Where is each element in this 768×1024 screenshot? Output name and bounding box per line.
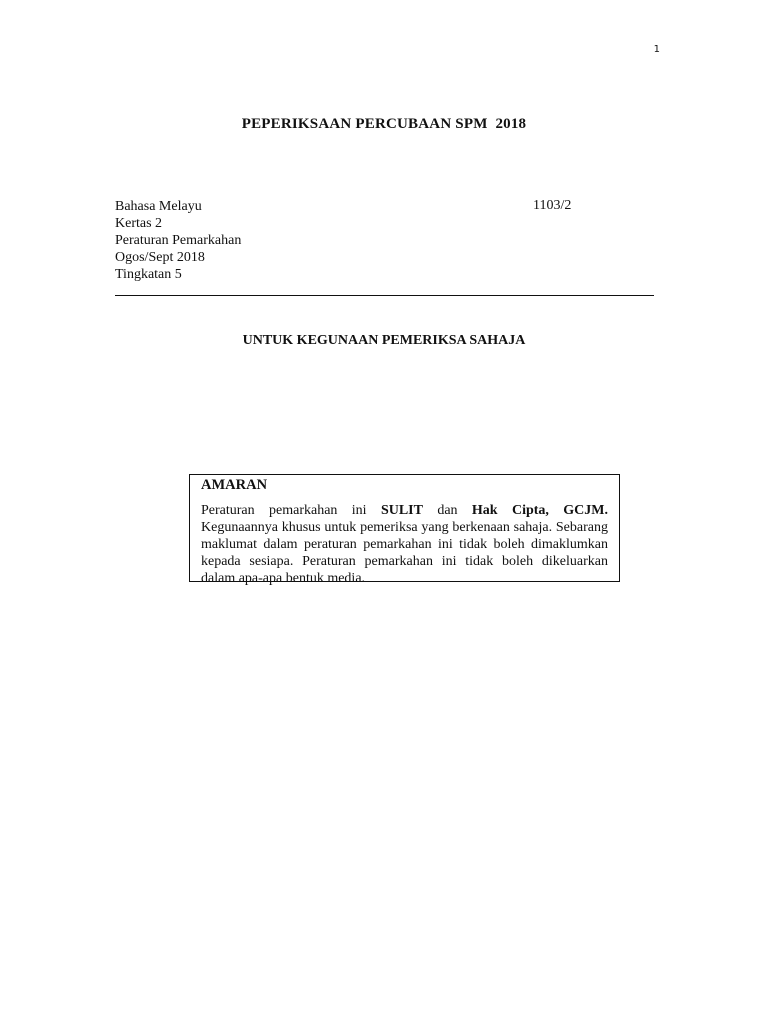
warning-text-part1: Peraturan pemarkahan ini: [201, 503, 381, 518]
warning-heading: AMARAN: [201, 477, 268, 493]
paper-code: 1103/2: [533, 198, 572, 213]
exam-info-block: [115, 198, 655, 283]
exam-date-label: Ogos/Sept 2018: [115, 250, 205, 265]
warning-text-part2: dan: [422, 503, 472, 518]
warning-copyright: Hak Cipta, GCJM.: [471, 503, 608, 518]
form-level-label: Tingkatan 5: [115, 267, 182, 282]
document-type-label: Peraturan Pemarkahan: [115, 233, 242, 248]
warning-text: [201, 502, 608, 587]
warning-text-part3: Kegunaannya khusus untuk pemeriksa yang berkenaan sahaja. Sebarang maklumat dalam peraturan pemarkahan ini tidak boleh dimaklumkan kepada sesiapa. Peraturan pemarkahan ini tidak boleh dikeluarkan dalam apa-apa bentuk media.: [201, 520, 608, 586]
header-divider: [115, 295, 654, 296]
paper-label: Kertas 2: [115, 216, 163, 231]
subject-label: Bahasa Melayu: [115, 199, 202, 214]
warning-box: [189, 474, 620, 586]
warning-sulit: SULIT: [380, 503, 423, 518]
page-number: 1: [653, 44, 660, 55]
examiner-only-heading: UNTUK KEGUNAAN PEMERIKSA SAHAJA: [242, 333, 526, 348]
document-title: PEPERIKSAAN PERCUBAAN SPM 2018: [241, 116, 527, 132]
